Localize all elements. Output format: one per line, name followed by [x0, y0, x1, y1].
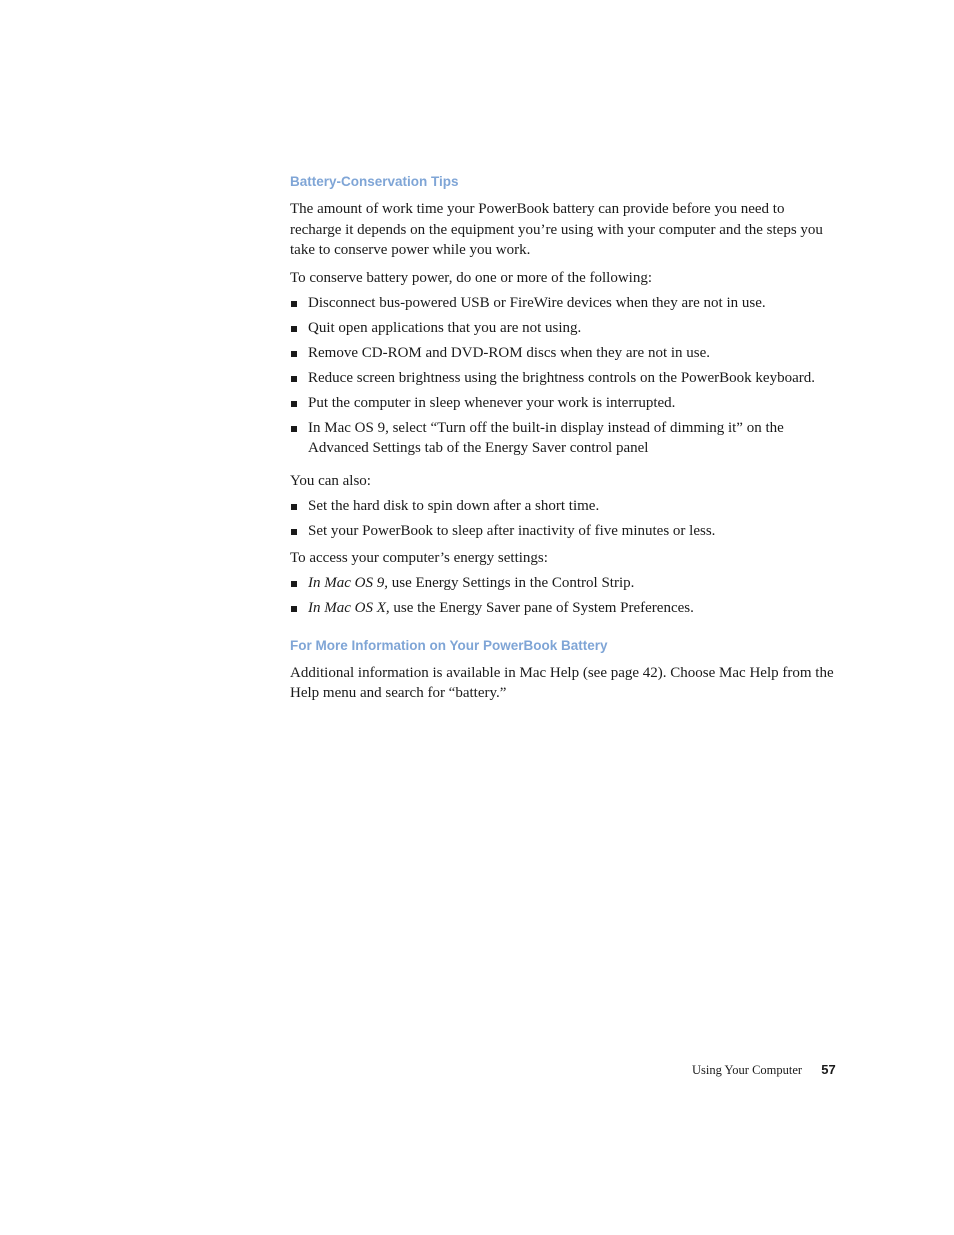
access-lead: To access your computer’s energy settings:	[290, 550, 548, 566]
tips-lead: To conserve battery power, do one or more of the following:	[290, 269, 652, 286]
list-item	[290, 573, 835, 594]
list-item	[290, 598, 835, 619]
os-label: In Mac OS 9,	[308, 575, 388, 591]
square-bullet-icon	[291, 376, 297, 382]
list-item-text: Set your PowerBook to sleep after inactivity of five minutes or less.	[308, 522, 716, 539]
list-item-text: In Mac OS 9, select “Turn off the built-in display instead of dimming it” on the Advanced Settings tab of the Energy Saver control panel	[308, 419, 784, 456]
list-item-text: Put the computer in sleep whenever your work is interrupted.	[308, 394, 676, 411]
more-info-paragraph: Additional information is available in Mac Help (see page 42). Choose Mac Help from the Help menu and search for “battery.”	[290, 664, 834, 701]
list-item-text: use Energy Settings in the Control Strip.	[387, 575, 635, 591]
section-heading-battery-tips: Battery-Conservation Tips	[290, 174, 459, 189]
list-item	[290, 496, 835, 517]
section-heading-more-info: For More Information on Your PowerBook Battery	[290, 637, 608, 653]
square-bullet-icon	[291, 504, 297, 510]
list-item	[290, 318, 835, 339]
list-item-text: use the Energy Saver pane of System Preferences.	[389, 600, 694, 616]
square-bullet-icon	[291, 581, 297, 587]
page-footer	[692, 1062, 836, 1078]
os-label: In Mac OS X,	[308, 600, 390, 616]
page-number: 57	[821, 1062, 836, 1077]
square-bullet-icon	[291, 426, 297, 432]
list-item	[290, 393, 835, 414]
page-content	[290, 172, 835, 704]
square-bullet-icon	[291, 351, 297, 357]
also-lead: You can also:	[290, 472, 371, 489]
intro-paragraph: The amount of work time your PowerBook battery can provide before you need to recharge it depends on the equipment you’re using with your computer and the steps you take to conserve power while you work.	[290, 201, 823, 258]
list-item	[290, 293, 835, 314]
square-bullet-icon	[291, 529, 297, 535]
list-item	[290, 418, 835, 459]
square-bullet-icon	[291, 401, 297, 407]
tips-list	[290, 293, 835, 459]
square-bullet-icon	[291, 606, 297, 612]
list-item	[290, 343, 835, 364]
list-item-text: Quit open applications that you are not using.	[308, 319, 582, 336]
square-bullet-icon	[291, 326, 297, 332]
list-item-text: Reduce screen brightness using the brightness controls on the PowerBook keyboard.	[308, 369, 815, 386]
square-bullet-icon	[291, 301, 297, 307]
list-item	[290, 368, 835, 389]
list-item-text: Remove CD-ROM and DVD-ROM discs when they are not in use.	[308, 344, 711, 361]
footer-chapter-title: Using Your Computer	[692, 1063, 803, 1077]
list-item-text: Set the hard disk to spin down after a short time.	[308, 497, 600, 514]
list-item	[290, 521, 835, 542]
access-list	[290, 573, 835, 619]
also-list	[290, 496, 835, 542]
list-item-text: Disconnect bus-powered USB or FireWire devices when they are not in use.	[308, 294, 766, 311]
